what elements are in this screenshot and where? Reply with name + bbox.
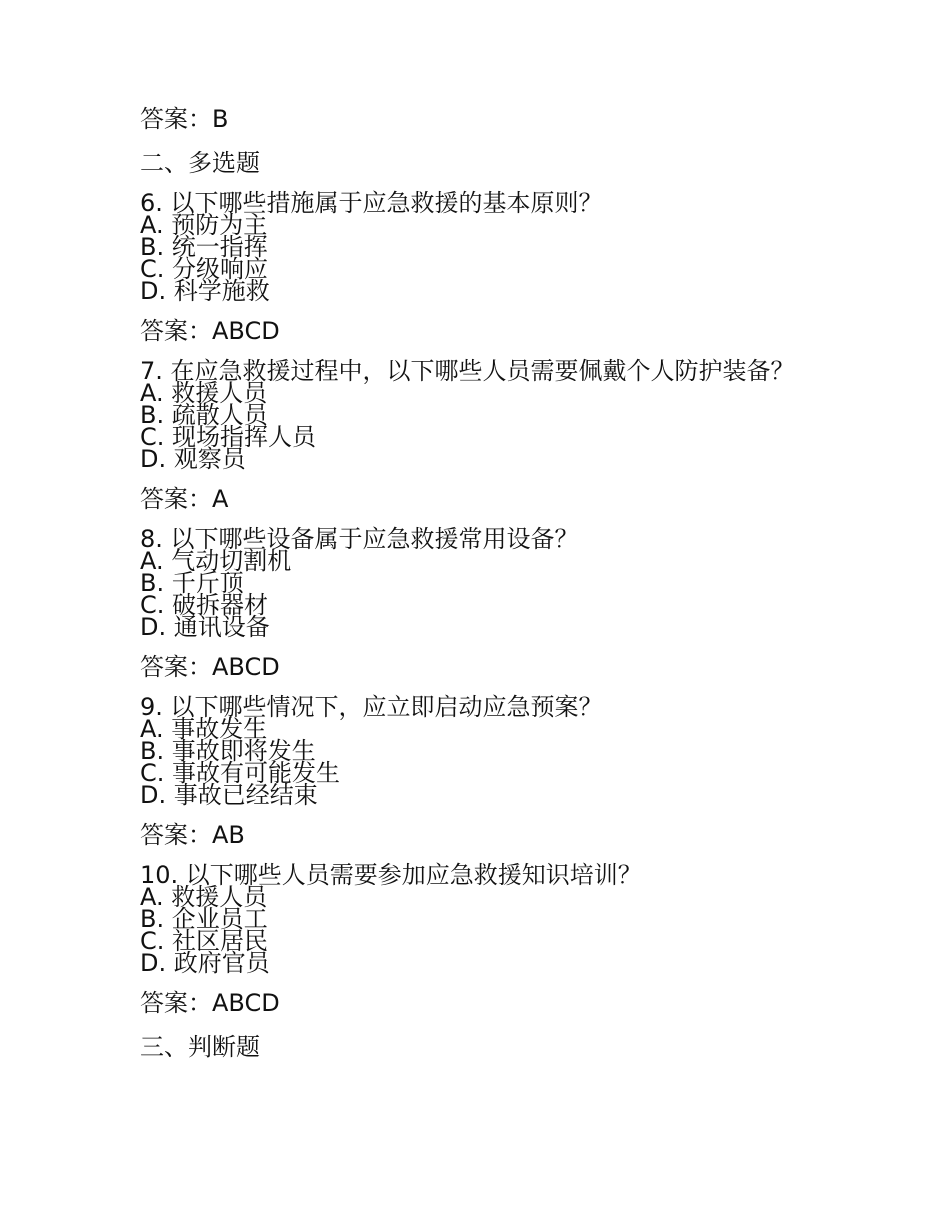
question-6 <box>140 189 820 305</box>
section-heading-multiple-choice: 二、多选题 <box>140 149 260 177</box>
answer-line: 答案：ABCD <box>140 989 280 1017</box>
question-stem: 7. 在应急救援过程中，以下哪些人员需要佩戴个人防护装备？ <box>140 357 795 385</box>
option-a: A. 救援人员 <box>140 379 268 407</box>
question-stem: 10. 以下哪些人员需要参加应急救援知识培训？ <box>140 861 642 889</box>
option-d: D. 观察员 <box>140 445 246 473</box>
option-c: C. 社区居民 <box>140 927 269 955</box>
option-b: B. 千斤顶 <box>140 569 244 597</box>
question-8 <box>140 525 820 641</box>
question-stem: 8. 以下哪些设备属于应急救援常用设备？ <box>140 525 579 553</box>
answer-line: 答案：B <box>140 105 229 133</box>
option-d: D. 政府官员 <box>140 949 270 977</box>
answer-line: 答案：A <box>140 485 229 513</box>
question-10 <box>140 861 820 977</box>
answer-line: 答案：ABCD <box>140 317 280 345</box>
option-d: D. 科学施救 <box>140 277 270 305</box>
document-page <box>140 104 820 1062</box>
option-b: B. 统一指挥 <box>140 233 268 261</box>
option-b: B. 疏散人员 <box>140 401 268 429</box>
option-d: D. 通讯设备 <box>140 613 270 641</box>
option-c: C. 分级响应 <box>140 255 269 283</box>
option-b: B. 企业员工 <box>140 905 268 933</box>
question-stem: 9. 以下哪些情况下，应立即启动应急预案？ <box>140 693 603 721</box>
option-a: A. 预防为主 <box>140 211 268 239</box>
answer-line: 答案：AB <box>140 821 245 849</box>
option-a: A. 救援人员 <box>140 883 268 911</box>
answer-line: 答案：ABCD <box>140 653 280 681</box>
option-b: B. 事故即将发生 <box>140 737 316 765</box>
option-c: C. 事故有可能发生 <box>140 759 341 787</box>
question-7 <box>140 357 820 473</box>
option-c: C. 破拆器材 <box>140 591 269 619</box>
question-stem: 6. 以下哪些措施属于应急救援的基本原则？ <box>140 189 603 217</box>
option-c: C. 现场指挥人员 <box>140 423 317 451</box>
question-9 <box>140 693 820 809</box>
option-d: D. 事故已经结束 <box>140 781 318 809</box>
section-heading-true-false: 三、判断题 <box>140 1033 260 1061</box>
option-a: A. 气动切割机 <box>140 547 292 575</box>
option-a: A. 事故发生 <box>140 715 268 743</box>
